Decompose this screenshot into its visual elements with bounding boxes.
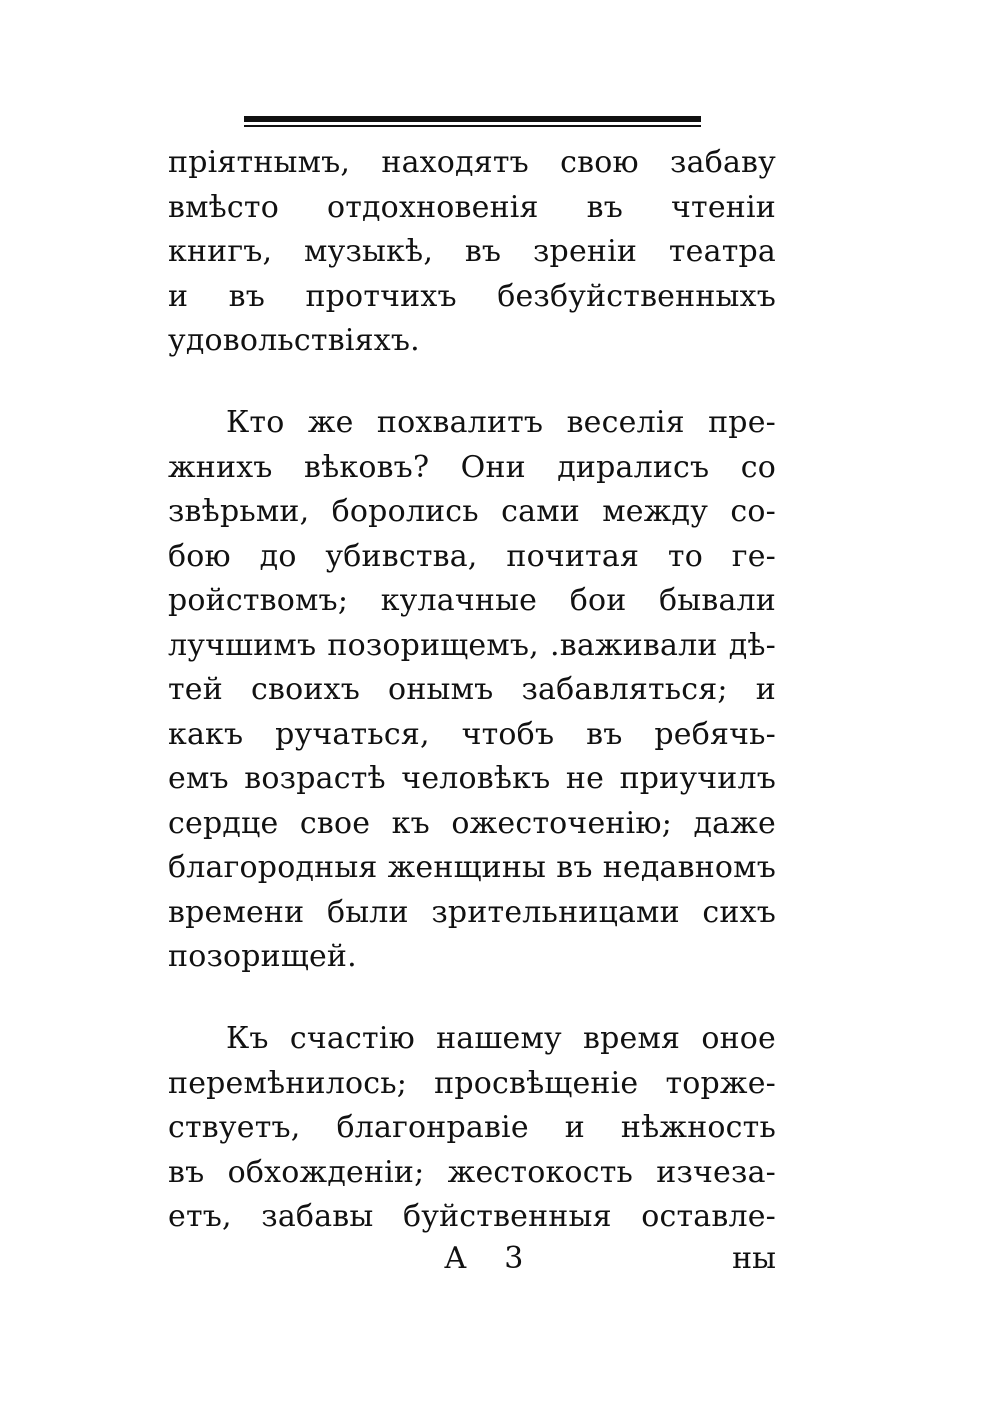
text-line: лучшимъ позорищемъ, .важивали дѣ- (168, 627, 776, 663)
text-line: и въ протчихъ безбуйственныхъ (168, 278, 776, 314)
paragraph-3 (168, 1017, 776, 1240)
text-line: Кто же похвалитъ веселія пре- (226, 405, 776, 440)
text-line: времени были зрительницами сихъ (168, 894, 776, 930)
header-rule-thin (244, 125, 701, 127)
page-footer (168, 1237, 776, 1281)
text-line: ройствомъ; кулачные бои бывали (168, 583, 776, 618)
signature-mark: А 3 (444, 1241, 538, 1276)
text-line: пріятнымъ, находятъ свою забаву (168, 145, 776, 180)
paragraph-2 (168, 401, 776, 980)
text-line: книгъ, музыкѣ, въ зреніи театра (168, 234, 776, 269)
text-line: какъ ручаться, чтобъ въ ребячь- (168, 716, 776, 752)
text-line: въ обхожденіи; жестокость изчеза- (168, 1154, 776, 1190)
text-line: ствуетъ, благонравіе и нѣжность (168, 1110, 776, 1145)
catchword: ны (732, 1241, 776, 1276)
text-line: етъ, забавы буйственныя оставле- (168, 1199, 776, 1234)
text-line: бою до убивства, почитая то ге- (168, 538, 776, 574)
text-line: вмѣсто отдохновенія въ чтеніи (168, 189, 776, 225)
text-line: позорищей. (168, 939, 357, 974)
header-rule-thick (244, 116, 701, 122)
text-line: перемѣнилось; просвѣщеніе торже- (168, 1065, 776, 1101)
text-line: Къ счастію нашему время оное (226, 1021, 776, 1056)
text-line: емъ возрастѣ человѣкъ не приучилъ (168, 761, 776, 796)
text-line: сердце свое къ ожесточенію; даже (168, 805, 776, 841)
text-line: тей своихъ онымъ забавляться; и (168, 672, 776, 707)
text-line: удовольствіяхъ. (168, 323, 420, 358)
text-line: звѣрьми, боролись сами между со- (168, 494, 776, 529)
paragraph-1 (168, 141, 776, 364)
text-line: благородныя женщины въ недавномъ (168, 850, 776, 885)
text-line: жнихъ вѣковъ? Они диралисъ со (168, 449, 776, 485)
